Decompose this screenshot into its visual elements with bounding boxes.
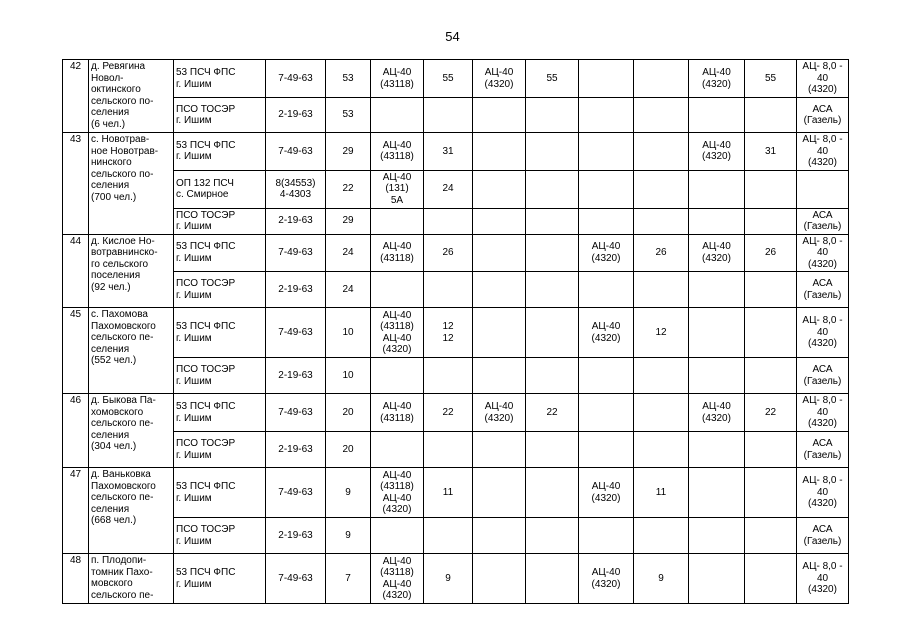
page-number: 54 xyxy=(445,29,460,44)
cell-distance-3 xyxy=(526,308,579,358)
cell-distance-3 xyxy=(526,98,579,133)
cell-vehicle-5: АЦ- 8,0 - 40 (4320) xyxy=(797,308,849,358)
cell-unit: ОП 132 ПСЧ с. Смирное xyxy=(174,170,266,208)
cell-vehicle-3 xyxy=(579,170,634,208)
cell-vehicle-1: АЦ-40 (43118) xyxy=(371,394,424,432)
cell-vehicle-2 xyxy=(473,208,526,234)
cell-distance-3 xyxy=(526,554,579,604)
cell-vehicle-4: АЦ-40 (4320) xyxy=(689,394,745,432)
table-row xyxy=(63,60,849,98)
cell-distance-2 xyxy=(424,272,473,308)
cell-vehicle-4 xyxy=(689,518,745,554)
cell-distance-2: 12 12 xyxy=(424,308,473,358)
cell-distance-1: 10 xyxy=(326,308,371,358)
cell-unit: ПСО ТОСЭР г. Ишим xyxy=(174,208,266,234)
cell-distance-3 xyxy=(526,468,579,518)
cell-phone: 2-19-63 xyxy=(266,358,326,394)
cell-distance-2 xyxy=(424,518,473,554)
cell-distance-5 xyxy=(745,432,797,468)
cell-distance-1: 7 xyxy=(326,554,371,604)
table-row xyxy=(63,133,849,171)
cell-vehicle-1 xyxy=(371,272,424,308)
cell-unit: ПСО ТОСЭР г. Ишим xyxy=(174,432,266,468)
cell-distance-3 xyxy=(526,272,579,308)
cell-distance-4: 9 xyxy=(634,554,689,604)
cell-vehicle-2 xyxy=(473,272,526,308)
cell-vehicle-3 xyxy=(579,98,634,133)
cell-unit: 53 ПСЧ ФПС г. Ишим xyxy=(174,308,266,358)
cell-distance-4 xyxy=(634,432,689,468)
cell-distance-3 xyxy=(526,518,579,554)
cell-vehicle-4 xyxy=(689,272,745,308)
cell-distance-2: 31 xyxy=(424,133,473,171)
cell-distance-4 xyxy=(634,272,689,308)
cell-phone: 7-49-63 xyxy=(266,554,326,604)
cell-distance-4 xyxy=(634,60,689,98)
cell-vehicle-5: АЦ- 8,0 - 40 (4320) xyxy=(797,234,849,272)
cell-vehicle-1: АЦ-40 (131) 5А xyxy=(371,170,424,208)
cell-vehicle-1 xyxy=(371,432,424,468)
table-row xyxy=(63,308,849,358)
cell-vehicle-2 xyxy=(473,358,526,394)
cell-distance-4 xyxy=(634,358,689,394)
cell-vehicle-3 xyxy=(579,208,634,234)
cell-distance-5 xyxy=(745,208,797,234)
cell-phone: 7-49-63 xyxy=(266,133,326,171)
cell-vehicle-2 xyxy=(473,234,526,272)
table-row xyxy=(63,518,849,554)
settlement-name: д. Ревягина Новол- октинского сельского по- селения (6 чел.) xyxy=(89,60,174,133)
cell-distance-3 xyxy=(526,170,579,208)
cell-vehicle-1: АЦ-40 (43118) xyxy=(371,133,424,171)
cell-distance-1: 29 xyxy=(326,208,371,234)
cell-vehicle-3 xyxy=(579,518,634,554)
cell-distance-3 xyxy=(526,358,579,394)
cell-vehicle-2 xyxy=(473,98,526,133)
table-row xyxy=(63,394,849,432)
cell-vehicle-2 xyxy=(473,170,526,208)
cell-vehicle-5: АСА (Газель) xyxy=(797,518,849,554)
cell-vehicle-4 xyxy=(689,208,745,234)
cell-distance-2 xyxy=(424,208,473,234)
cell-unit: 53 ПСЧ ФПС г. Ишим xyxy=(174,554,266,604)
cell-distance-1: 20 xyxy=(326,432,371,468)
settlement-name: с. Пахомова Пахомовского сельского пе- селения (552 чел.) xyxy=(89,308,174,394)
cell-distance-2 xyxy=(424,98,473,133)
cell-distance-4: 26 xyxy=(634,234,689,272)
cell-distance-4: 12 xyxy=(634,308,689,358)
cell-vehicle-3 xyxy=(579,358,634,394)
cell-vehicle-1 xyxy=(371,358,424,394)
cell-vehicle-4 xyxy=(689,308,745,358)
cell-vehicle-4: АЦ-40 (4320) xyxy=(689,133,745,171)
cell-distance-5: 22 xyxy=(745,394,797,432)
cell-unit: 53 ПСЧ ФПС г. Ишим xyxy=(174,468,266,518)
cell-vehicle-5: АЦ- 8,0 - 40 (4320) xyxy=(797,60,849,98)
cell-distance-1: 9 xyxy=(326,468,371,518)
cell-distance-1: 10 xyxy=(326,358,371,394)
cell-distance-4 xyxy=(634,170,689,208)
cell-unit: ПСО ТОСЭР г. Ишим xyxy=(174,272,266,308)
settlement-name: с. Новотрав- ное Новотрав- нинского сельского по- селения (700 чел.) xyxy=(89,133,174,235)
cell-unit: ПСО ТОСЭР г. Ишим xyxy=(174,518,266,554)
cell-vehicle-2 xyxy=(473,554,526,604)
cell-distance-3 xyxy=(526,133,579,171)
entry-number: 47 xyxy=(63,468,89,554)
cell-unit: 53 ПСЧ ФПС г. Ишим xyxy=(174,60,266,98)
cell-vehicle-4: АЦ-40 (4320) xyxy=(689,60,745,98)
cell-distance-2: 55 xyxy=(424,60,473,98)
cell-distance-1: 24 xyxy=(326,272,371,308)
cell-distance-3: 22 xyxy=(526,394,579,432)
entry-number: 44 xyxy=(63,234,89,308)
table-body xyxy=(63,60,849,604)
cell-phone: 2-19-63 xyxy=(266,272,326,308)
cell-distance-1: 24 xyxy=(326,234,371,272)
cell-vehicle-3 xyxy=(579,394,634,432)
table-row xyxy=(63,468,849,518)
cell-vehicle-3 xyxy=(579,60,634,98)
cell-vehicle-4 xyxy=(689,170,745,208)
cell-phone: 7-49-63 xyxy=(266,234,326,272)
cell-vehicle-2 xyxy=(473,308,526,358)
cell-phone: 2-19-63 xyxy=(266,208,326,234)
cell-distance-5: 31 xyxy=(745,133,797,171)
cell-distance-3 xyxy=(526,208,579,234)
cell-distance-3 xyxy=(526,432,579,468)
cell-vehicle-5: АЦ- 8,0 - 40 (4320) xyxy=(797,394,849,432)
table-row xyxy=(63,234,849,272)
cell-distance-5 xyxy=(745,98,797,133)
cell-vehicle-3: АЦ-40 (4320) xyxy=(579,554,634,604)
cell-vehicle-5: АСА (Газель) xyxy=(797,98,849,133)
cell-phone: 7-49-63 xyxy=(266,394,326,432)
table-row xyxy=(63,432,849,468)
cell-vehicle-5 xyxy=(797,170,849,208)
cell-phone: 7-49-63 xyxy=(266,468,326,518)
cell-unit: ПСО ТОСЭР г. Ишим xyxy=(174,358,266,394)
cell-distance-5 xyxy=(745,308,797,358)
cell-vehicle-1: АЦ-40 (43118) xyxy=(371,234,424,272)
cell-vehicle-4 xyxy=(689,554,745,604)
cell-vehicle-2: АЦ-40 (4320) xyxy=(473,394,526,432)
cell-vehicle-2 xyxy=(473,518,526,554)
cell-distance-2: 22 xyxy=(424,394,473,432)
cell-vehicle-1 xyxy=(371,208,424,234)
cell-distance-1: 9 xyxy=(326,518,371,554)
cell-distance-5 xyxy=(745,554,797,604)
cell-distance-4 xyxy=(634,98,689,133)
cell-distance-2: 26 xyxy=(424,234,473,272)
cell-distance-3: 55 xyxy=(526,60,579,98)
settlement-name: д. Кислое Но- вотравнинско- го сельского поселения (92 чел.) xyxy=(89,234,174,308)
cell-distance-4 xyxy=(634,133,689,171)
cell-vehicle-5: АСА (Газель) xyxy=(797,208,849,234)
cell-vehicle-1 xyxy=(371,98,424,133)
cell-distance-1: 20 xyxy=(326,394,371,432)
cell-distance-2 xyxy=(424,432,473,468)
cell-distance-5: 55 xyxy=(745,60,797,98)
cell-distance-2: 11 xyxy=(424,468,473,518)
cell-vehicle-1: АЦ-40 (43118) АЦ-40 (4320) xyxy=(371,554,424,604)
cell-phone: 7-49-63 xyxy=(266,308,326,358)
cell-vehicle-5: АСА (Газель) xyxy=(797,272,849,308)
settlement-name: д. Ваньковка Пахомовского сельского пе- селения (668 чел.) xyxy=(89,468,174,554)
cell-vehicle-5: АЦ- 8,0 - 40 (4320) xyxy=(797,468,849,518)
cell-vehicle-5: АСА (Газель) xyxy=(797,358,849,394)
cell-vehicle-2: АЦ-40 (4320) xyxy=(473,60,526,98)
settlement-name: п. Плодопи- томник Пахо- мовского сельского пе- xyxy=(89,554,174,604)
cell-distance-3 xyxy=(526,234,579,272)
entry-number: 46 xyxy=(63,394,89,468)
cell-distance-5 xyxy=(745,358,797,394)
cell-vehicle-3 xyxy=(579,133,634,171)
cell-vehicle-3 xyxy=(579,432,634,468)
cell-distance-4: 11 xyxy=(634,468,689,518)
cell-distance-5 xyxy=(745,272,797,308)
cell-distance-5 xyxy=(745,518,797,554)
entry-number: 45 xyxy=(63,308,89,394)
cell-vehicle-2 xyxy=(473,133,526,171)
cell-distance-2 xyxy=(424,358,473,394)
cell-phone: 7-49-63 xyxy=(266,60,326,98)
cell-distance-4 xyxy=(634,394,689,432)
cell-unit: 53 ПСЧ ФПС г. Ишим xyxy=(174,133,266,171)
cell-phone: 2-19-63 xyxy=(266,518,326,554)
cell-vehicle-2 xyxy=(473,468,526,518)
table-row xyxy=(63,170,849,208)
table-row xyxy=(63,554,849,604)
entry-number: 48 xyxy=(63,554,89,604)
cell-vehicle-5: АСА (Газель) xyxy=(797,432,849,468)
settlement-name: д. Быкова Па- хомовского сельского пе- селения (304 чел.) xyxy=(89,394,174,468)
cell-distance-1: 29 xyxy=(326,133,371,171)
cell-vehicle-1: АЦ-40 (43118) АЦ-40 (4320) xyxy=(371,468,424,518)
cell-phone: 2-19-63 xyxy=(266,432,326,468)
cell-vehicle-1: АЦ-40 (43118) АЦ-40 (4320) xyxy=(371,308,424,358)
cell-vehicle-4 xyxy=(689,432,745,468)
cell-vehicle-3 xyxy=(579,272,634,308)
cell-distance-5 xyxy=(745,170,797,208)
cell-distance-2: 24 xyxy=(424,170,473,208)
cell-phone: 8(34553) 4-4303 xyxy=(266,170,326,208)
entry-number: 43 xyxy=(63,133,89,235)
cell-vehicle-4 xyxy=(689,98,745,133)
cell-distance-1: 53 xyxy=(326,60,371,98)
cell-unit: 53 ПСЧ ФПС г. Ишим xyxy=(174,234,266,272)
cell-distance-1: 53 xyxy=(326,98,371,133)
entry-number: 42 xyxy=(63,60,89,133)
cell-vehicle-3: АЦ-40 (4320) xyxy=(579,234,634,272)
table-row xyxy=(63,358,849,394)
cell-vehicle-2 xyxy=(473,432,526,468)
cell-vehicle-4 xyxy=(689,468,745,518)
cell-vehicle-3: АЦ-40 (4320) xyxy=(579,468,634,518)
cell-vehicle-1: АЦ-40 (43118) xyxy=(371,60,424,98)
cell-distance-5: 26 xyxy=(745,234,797,272)
cell-vehicle-1 xyxy=(371,518,424,554)
cell-vehicle-5: АЦ- 8,0 - 40 (4320) xyxy=(797,554,849,604)
cell-unit: 53 ПСЧ ФПС г. Ишим xyxy=(174,394,266,432)
cell-distance-4 xyxy=(634,208,689,234)
cell-distance-4 xyxy=(634,518,689,554)
cell-distance-2: 9 xyxy=(424,554,473,604)
cell-unit: ПСО ТОСЭР г. Ишим xyxy=(174,98,266,133)
cell-distance-5 xyxy=(745,468,797,518)
cell-vehicle-5: АЦ- 8,0 - 40 (4320) xyxy=(797,133,849,171)
resource-table xyxy=(62,59,849,604)
table-row xyxy=(63,208,849,234)
table-row xyxy=(63,98,849,133)
cell-vehicle-4: АЦ-40 (4320) xyxy=(689,234,745,272)
table-row xyxy=(63,272,849,308)
cell-distance-1: 22 xyxy=(326,170,371,208)
cell-phone: 2-19-63 xyxy=(266,98,326,133)
cell-vehicle-3: АЦ-40 (4320) xyxy=(579,308,634,358)
cell-vehicle-4 xyxy=(689,358,745,394)
